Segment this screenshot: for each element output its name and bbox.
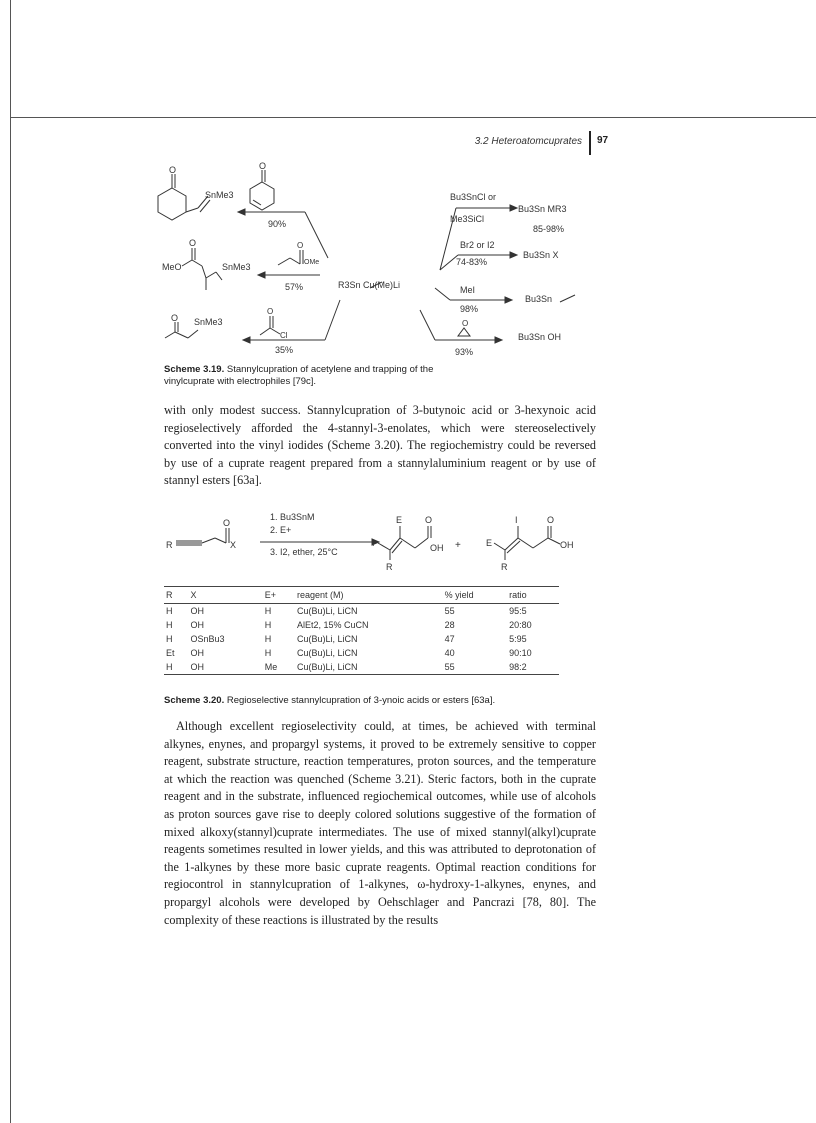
paragraph-1 (164, 402, 596, 490)
col-e: E+ (263, 587, 295, 604)
svg-text:O: O (171, 313, 179, 323)
right-yield-2: 74-83% (456, 257, 488, 267)
table-row (164, 632, 559, 646)
scheme-3-20-caption (164, 695, 584, 707)
left-yield-3: 35% (275, 345, 294, 355)
cell: Cu(Bu)Li, LiCN (297, 606, 358, 616)
left-product-1-label: SnMe3 (205, 190, 234, 200)
left-product-3-label: SnMe3 (194, 317, 223, 327)
cell: OH (190, 648, 204, 658)
paragraph-2 (164, 718, 596, 929)
cell: OH (190, 606, 204, 616)
s320-plus: + (455, 540, 461, 551)
cell: H (166, 606, 173, 616)
left-product-2-label: SnMe3 (222, 262, 251, 272)
s320-label-o2: O (425, 515, 433, 525)
svg-text:O: O (189, 238, 197, 248)
svg-text:O: O (169, 165, 177, 175)
cell: 40 (444, 648, 455, 658)
cell: H (164, 660, 188, 675)
cell: 98:2 (507, 660, 559, 675)
paragraph-1-text: with only modest success. Stannylcupration of 3-butynoic acid or 3-hexynoic acid regioselectively afforded the 4-stannyl-3-enolates, which were stereoselectively converted into the vinyl iodides (Scheme 3.20). The regiochemistry could be reversed by use of a cuprate reagent prepared from a stannylaluminium reagent or by use of stannyl esters [63a]. (164, 403, 596, 488)
s320-label-r1: R (166, 540, 173, 550)
s320-label-oh1: OH (430, 543, 444, 553)
col-reagent: reagent (M) (295, 587, 443, 604)
scheme-3-19-caption (164, 364, 464, 388)
cell: Cu(Bu)Li, LiCN (297, 648, 358, 658)
s320-label-i2: I (515, 515, 518, 525)
cell: 55 (444, 606, 455, 616)
s320-label-e2: E (486, 538, 493, 548)
left-label-cl: Cl (280, 331, 288, 340)
center-reagent: R3Sn Cu(Me)Li (338, 280, 401, 290)
col-yield: % yield (443, 587, 508, 604)
product-cyclohexanone-stannyl (158, 165, 234, 220)
s320-label-e1: E (396, 515, 403, 525)
left-label-ome: OMe (304, 259, 320, 266)
header-rule (589, 131, 591, 155)
scheme-3-19-figure (150, 160, 630, 360)
scheme-3-20-label: Scheme 3.20. (164, 695, 225, 706)
s320-label-r2: R (386, 562, 393, 572)
s320-condition-1: 1. Bu3SnM (270, 512, 315, 522)
right-reagent-1: Bu3SnCl or (450, 192, 497, 202)
s320-label-x: X (230, 540, 237, 550)
cell: OH (190, 620, 204, 630)
cell: H (264, 620, 272, 630)
cell: OSnBu3 (190, 634, 225, 644)
cell: 47 (444, 634, 455, 644)
svg-text:O: O (259, 161, 267, 171)
scheme-3-20-caption-text: Regioselective stannylcupration of 3-ynoic acids or esters [63a]. (226, 695, 496, 706)
cell: 20:80 (509, 620, 532, 630)
right-yield-1: 85-98% (533, 224, 565, 234)
cell: 90:10 (509, 648, 532, 658)
col-ratio: ratio (507, 587, 559, 604)
page-frame-left-rule (10, 0, 11, 1123)
s320-label-i1: I (372, 538, 375, 548)
left-yield-1: 90% (268, 219, 287, 229)
cell: H (166, 634, 173, 644)
product-enone-stannyl (165, 313, 223, 338)
table-header-row (164, 587, 559, 604)
cell: H (166, 620, 173, 630)
right-product-3: Bu3Sn (525, 294, 553, 304)
right-reagent-3: Br2 or I2 (460, 240, 495, 250)
table-row (164, 618, 559, 632)
reagent-cyclohexenone (250, 161, 274, 210)
right-reagent-epoxide-o: O (462, 319, 469, 328)
scheme-3-19-label: Scheme 3.19. (164, 364, 225, 375)
right-product-2: Bu3Sn X (523, 250, 559, 260)
col-x: X (188, 587, 262, 604)
svg-text:O: O (297, 241, 304, 250)
col-r: R (164, 587, 188, 604)
scheme-3-20-table (164, 586, 559, 675)
page-number: 97 (597, 135, 609, 146)
cell: H (264, 606, 272, 616)
scheme-3-20-figure (160, 508, 600, 583)
s320-label-o1: O (223, 518, 231, 528)
cell: Et (166, 648, 175, 658)
right-product-4: Bu3Sn OH (518, 332, 562, 342)
right-yield-3: 98% (460, 304, 479, 314)
scheme-3-19-caption-text: Stannylcupration of acetylene and trapping of the vinylcuprate with electrophiles [79c]. (164, 364, 434, 387)
s320-label-oh2: OH (560, 540, 574, 550)
left-label-meo: MeO (162, 262, 182, 272)
cell: 28 (444, 620, 455, 630)
svg-text:O: O (267, 307, 274, 316)
s320-condition-2: 2. E+ (270, 525, 292, 535)
cell: Cu(Bu)Li, LiCN (295, 660, 443, 675)
s320-label-r3: R (501, 562, 508, 572)
left-yield-2: 57% (285, 282, 304, 292)
product-ketoester-stannyl (162, 238, 251, 290)
right-yield-4: 93% (455, 347, 474, 357)
cell: OH (188, 660, 262, 675)
reagent-methyl-acrylate (278, 241, 319, 266)
table-row (164, 660, 559, 675)
running-head: 3.2 Heteroatomcuprates (474, 136, 582, 147)
cell: AlEt2, 15% CuCN (297, 620, 369, 630)
cell: Me (263, 660, 295, 675)
cell: Cu(Bu)Li, LiCN (297, 634, 358, 644)
cell: 5:95 (509, 634, 527, 644)
paragraph-2-text: Although excellent regioselectivity could, at times, be achieved with terminal alkynes, enynes, and propargyl systems, it proved to be extremely sensitive to copper reagent, substrate structure, reaction temperatures, proton sources, and the temperature at which the reaction was quenched (Scheme 3.21). Steric factors, both in the cuprate reagent and in the substrate, influenced regiochemical outcomes, while use of alcohols as proton sources gave rise to deeply colored solutions suggestive of the formation of mixed alkoxy(stannyl)cuprate intermediates. The use of mixed stannyl(alkyl)cuprate reagents sometimes resulted in lower yields, and this was attributed to deprotonation of the 1-alkynes by these more basic cuprate reagents. Optimal reaction conditions for regiocontrol in stannylcupration of 1-alkynes, ω-hydroxy-1-alkynes, enynes, and propargyl alcohols were developed by Oehschlager and Pancrazi [78, 80]. The complexity of these reactions is illustrated by the results (164, 719, 596, 927)
right-product-1: Bu3Sn MR3 (518, 204, 567, 214)
right-reagent-4: MeI (460, 285, 476, 295)
cell: 95:5 (509, 606, 527, 616)
table-row (164, 646, 559, 660)
cell: H (264, 634, 272, 644)
right-reagent-2: Me3SiCl (450, 214, 485, 224)
s320-label-o3: O (547, 515, 555, 525)
page-frame-top-rule (10, 117, 816, 118)
table-row (164, 604, 559, 619)
cell: 55 (443, 660, 508, 675)
reagent-acetyl-chloride (260, 307, 288, 340)
cell: H (264, 648, 272, 658)
s320-condition-3: 3. I2, ether, 25°C (270, 547, 338, 557)
